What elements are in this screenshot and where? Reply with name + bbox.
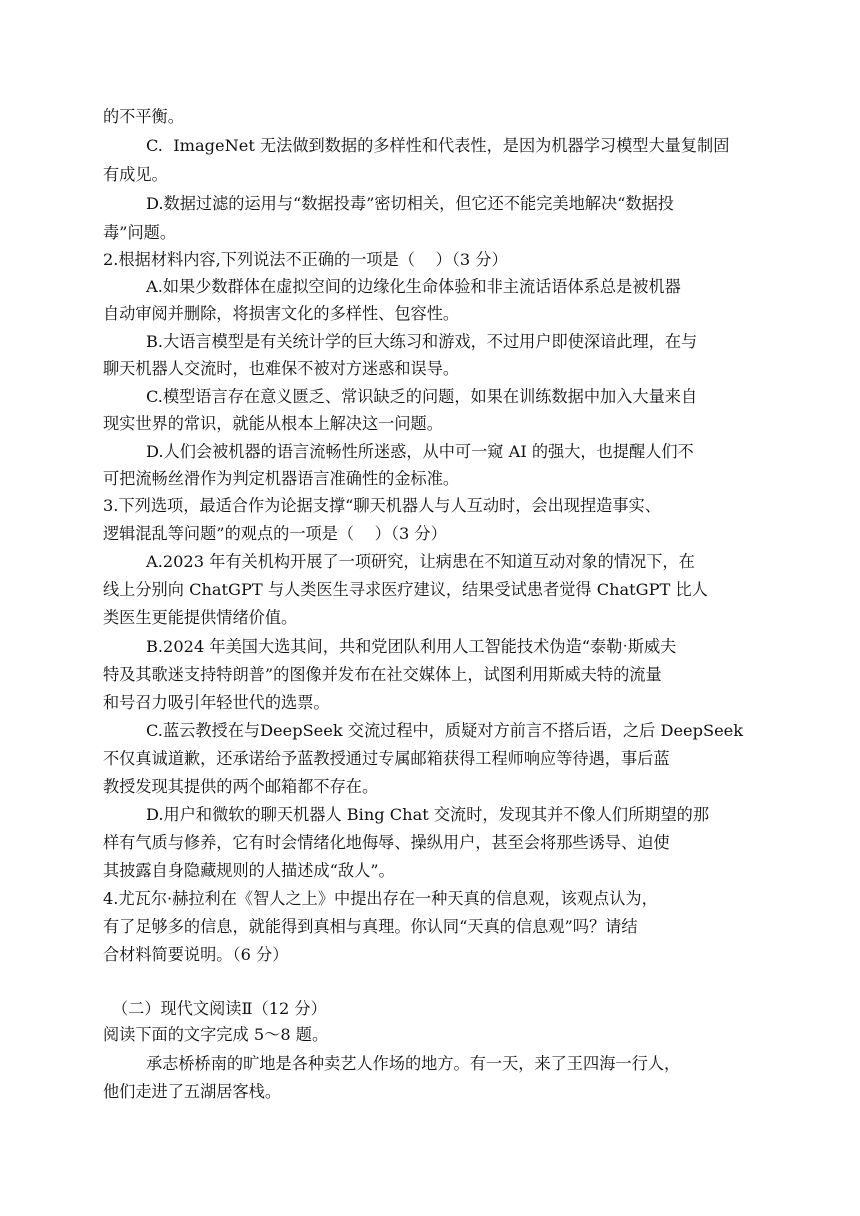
- question-4-line2: 有了足够多的信息，就能得到真相与真理。你认同“天真的信息观”吗？请结: [103, 917, 638, 936]
- q2-option-a-line2: 自动审阅并删除，将损害文化的多样性、包容性。: [103, 304, 460, 323]
- q3-option-b-line2: 特及其歌迷支持特朗普”的图像并发布在社交媒体上，试图利用斯威夫特的流量: [103, 665, 662, 684]
- section-2-instructions: 阅读下面的文字完成 5～8 题。: [103, 1025, 329, 1044]
- q3-option-c-line2: 不仅真诚道歉，还承诺给予蓝教授通过专属邮箱获得工程师响应等待遇，事后蓝: [103, 749, 670, 768]
- question-3-stem-line1: 3.下列选项，最适合作为论据支撑“聊天机器人与人互动时，会出现捏造事实、: [103, 496, 661, 515]
- q3-option-a-line1: A.2023 年有关机构开展了一项研究，让病患在不知道互动对象的情况下，在: [146, 552, 695, 571]
- q2-option-c-line1: C.模型语言存在意义匮乏、常识缺乏的问题，如果在训练数据中加入大量来自: [146, 387, 698, 406]
- q3-option-d-line2: 样有气质与修养，它有时会情绪化地侮辱、操纵用户，甚至会将那些诱导、迫使: [103, 833, 670, 852]
- q1-option-c-line2: 有成见。: [103, 165, 168, 184]
- q1-option-d-line2: 毒”问题。: [103, 223, 177, 242]
- q3-option-d-line3: 其披露自身隐藏规则的人描述成“敌人”。: [103, 861, 395, 880]
- q2-option-a-line1: A.如果少数群体在虚拟空间的边缘化生命体验和非主流话语体系总是被机器: [146, 277, 681, 296]
- q3-option-b-line1: B.2024 年美国大选其间，共和党团队利用人工智能技术伪造“泰勒ˑ斯威夫: [146, 637, 677, 656]
- story-paragraph-line1: 承志桥桥南的旷地是各种卖艺人作场的地方。有一天，来了王四海一行人，: [146, 1054, 681, 1073]
- question-4-line1: 4.尤瓦尔·赫拉利在《智人之上》中提出存在一种天真的信息观，该观点认为，: [103, 889, 658, 908]
- q2-option-d-line2: 可把流畅丝滑作为判定机器语言准确性的金标准。: [103, 469, 460, 488]
- question-2-stem: 2.根据材料内容,下列说法不正确的一项是（ ）（3 分）: [103, 250, 508, 269]
- section-2-heading: （二）现代文阅读Ⅱ（12 分）: [112, 999, 327, 1018]
- q2-option-c-line2: 现实世界的常识，就能从根本上解决这一问题。: [103, 414, 443, 433]
- question-4-line3: 合材料简要说明。（6 分）: [103, 945, 289, 964]
- question-3-stem-line2: 逻辑混乱等问题”的观点的一项是（ ）（3 分）: [103, 524, 447, 543]
- q1-continuation-line: 的不平衡。: [103, 107, 184, 126]
- q2-option-d-line1: D.人们会被机器的语言流畅性所迷惑，从中可一窥 AI 的强大，也提醒人们不: [146, 442, 694, 461]
- q3-option-d-line1: D.用户和微软的聊天机器人 Bing Chat 交流时，发现其并不像人们所期望的那: [146, 805, 710, 824]
- q1-option-c-line1: C. ImageNet 无法做到数据的多样性和代表性，是因为机器学习模型大量复制固: [146, 136, 730, 155]
- q3-option-c-line1: C.蓝云教授在与DeepSeek 交流过程中，质疑对方前言不搭后语，之后 DeepSeek: [146, 721, 744, 740]
- q3-option-a-line3: 类医生更能提供情绪价值。: [103, 608, 298, 627]
- story-paragraph-line2: 他们走进了五湖居客栈。: [103, 1082, 282, 1101]
- q3-option-c-line3: 教授发现其提供的两个邮箱都不存在。: [103, 777, 379, 796]
- q3-option-a-line2: 线上分别向 ChatGPT 与人类医生寻求医疗建议，结果受试患者觉得 ChatGPT 比人: [103, 580, 708, 599]
- q2-option-b-line2: 聊天机器人交流时，也难保不被对方迷惑和误导。: [103, 359, 460, 378]
- q1-option-d-line1: D.数据过滤的运用与“数据投毒”密切相关，但它还不能完美地解决“数据投: [146, 194, 674, 213]
- q3-option-b-line3: 和号召力吸引年轻世代的选票。: [103, 693, 330, 712]
- q2-option-b-line1: B.大语言模型是有关统计学的巨大练习和游戏，不过用户即使深谙此理，在与: [146, 332, 698, 351]
